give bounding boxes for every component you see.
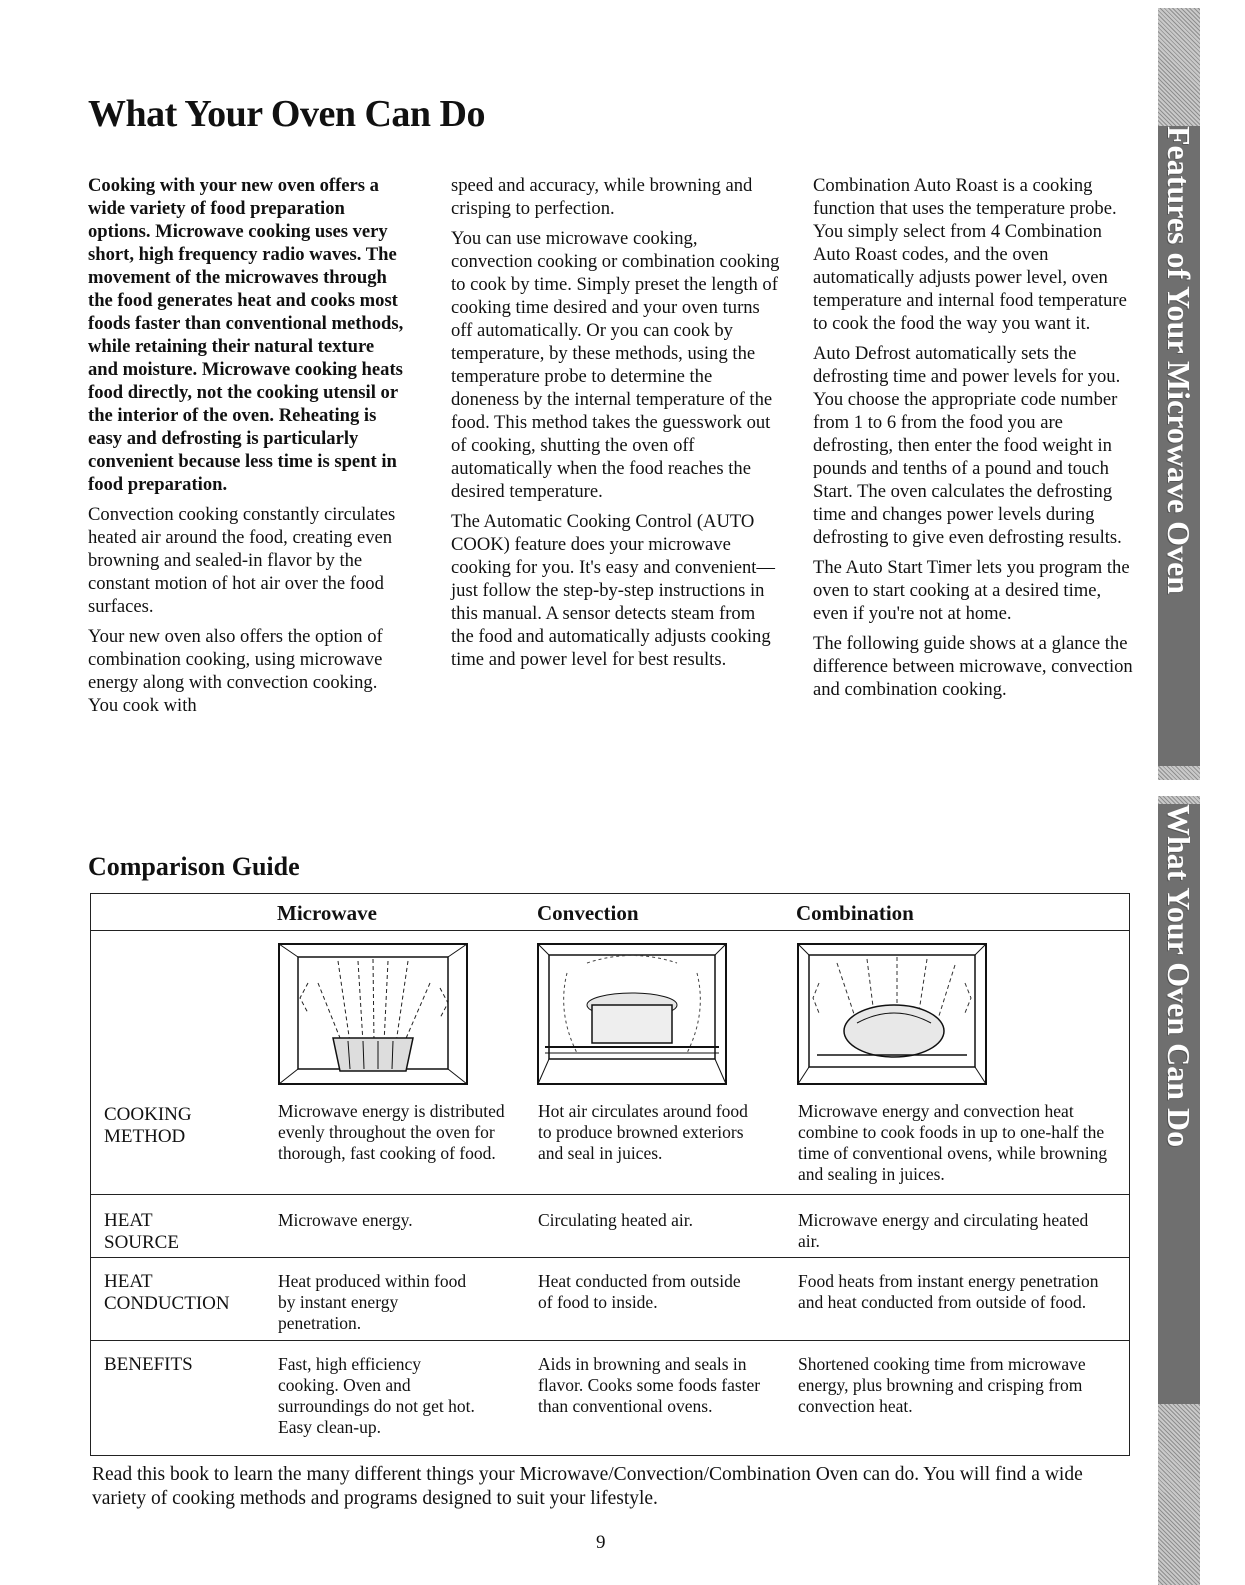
cell-microwave-cooking-method: Microwave energy is distributed evenly throughout the oven for thorough, fast cooking of food. [278,1101,505,1163]
comparison-guide-title: Comparison Guide [88,852,300,881]
cell-microwave-benefits: Fast, high efficiency cooking. Oven and surroundings do not get hot. Easy clean-up. [278,1354,475,1437]
cell-convection-heat-conduction: Heat conducted from outside of food to inside. [538,1271,741,1312]
row-label-cooking-method: COOKING METHOD [104,1104,192,1147]
cell-convection-benefits: Aids in browning and seals in flavor. Cooks some foods faster than conventional ovens. [538,1354,761,1416]
sidebar-divider [1158,780,1200,796]
table-divider [91,930,1129,931]
cell-combination-heat-source: Microwave energy and circulating heated air. [798,1210,1089,1251]
intro-column-2 [451,174,781,678]
table-divider [91,1257,1129,1258]
cell-combination-benefits: Shortened cooking time from microwave energy, plus browning and crisping from convection heat. [798,1354,1086,1416]
intro-column-3 [813,174,1138,708]
cell-microwave-heat-conduction: Heat produced within food by instant energy penetration. [278,1271,467,1333]
comparison-guide-table [90,893,1130,1456]
combination-oven-illustration [797,943,987,1085]
column-header-combination: Combination [796,901,914,925]
table-divider [91,1340,1129,1341]
convection-oven-illustration [537,943,727,1085]
intro-paragraph: You can use microwave cooking, convection cooking or combination cooking to cook by time. Simply preset the length of cooking time desired and your oven turns off automatically. Or you can cook by temperature, by these methods, using the temperature probe to determine the doneness by the internal temperature of the food. This method takes the guesswork out of cooking, shutting the oven off automatically when the food reaches the desired temperature. [451,228,780,502]
page-number: 9 [596,1532,606,1553]
cell-convection-cooking-method: Hot air circulates around food to produce browned exteriors and seal in juices. [538,1101,748,1163]
column-header-microwave: Microwave [277,901,377,925]
intro-paragraph: The following guide shows at a glance the difference between microwave, convection and combination cooking. [813,633,1133,700]
intro-paragraph: Cooking with your new oven offers a wide variety of food preparation options. Microwave cooking uses very short, high frequency radio waves. The movement of the microwaves through the food generates heat and cooks most foods faster than conventional methods, while retaining their natural texture and moisture. Microwave cooking heats food directly, not the cooking utensil or the interior of the oven. Reheating is easy and defrosting is particularly convenient because less time is spent in food preparation. [88,175,404,495]
microwave-oven-illustration [278,943,468,1085]
intro-paragraph: Auto Defrost automatically sets the defrosting time and power levels for you. You choose the appropriate code number from 1 to 6 from the food you are defrosting, then enter the food weight in pounds and tenths of a pound and touch Start. The oven calculates the defrosting time and changes power levels during defrosting to give even defrosting results. [813,343,1122,548]
row-label-heat-source: HEAT SOURCE [104,1210,179,1253]
column-header-convection: Convection [537,901,639,925]
sidebar-tab-what-your-oven-can-do: What Your Oven Can Do [1158,804,1200,1404]
row-label-heat-conduction: HEAT CONDUCTION [104,1271,230,1314]
cell-microwave-heat-source: Microwave energy. [278,1210,413,1230]
table-divider [91,1194,1129,1195]
cell-convection-heat-source: Circulating heated air. [538,1210,694,1230]
intro-column-1 [88,174,408,724]
intro-paragraph: The Auto Start Timer lets you program the oven to start cooking at a desired time, even if you're not at home. [813,557,1130,624]
intro-paragraph: Convection cooking constantly circulates heated air around the food, creating even browning and sealed-in flavor by the constant motion of hot air over the food surfaces. [88,504,396,617]
intro-paragraph: Combination Auto Roast is a cooking function that uses the temperature probe. You simply select from 4 Combination Auto Roast codes, and the oven automatically adjusts power level, oven temperature and internal food temperature to cook the food the way you want it. [813,175,1127,334]
intro-paragraph: speed and accuracy, while browning and crisping to perfection. [451,175,753,219]
cell-combination-cooking-method: Microwave energy and convection heat combine to cook foods in up to one-half the time of conventional ovens, while browning and sealing in juices. [798,1101,1108,1184]
footer-note: Read this book to learn the many different things your Microwave/Convection/Combination Oven can do. You will find a wide variety of cooking methods and programs designed to suit your lifestyle. [92,1464,1083,1509]
intro-paragraph: Your new oven also offers the option of combination cooking, using microwave energy along with convection cooking. You cook with [88,626,383,716]
section-sidebar [1158,8,1200,1585]
sidebar-tab-features: Features of Your Microwave Oven [1158,126,1200,766]
intro-paragraph: The Automatic Cooking Control (AUTO COOK) feature does your microwave cooking for you. It's easy and convenient—just follow the step-by-step instructions in this manual. A sensor detects steam from the food and automatically adjusts cooking time and power level for best results. [451,511,776,670]
row-label-benefits: BENEFITS [104,1354,193,1375]
cell-combination-heat-conduction: Food heats from instant energy penetration and heat conducted from outside of food. [798,1271,1099,1312]
page-title: What Your Oven Can Do [88,93,485,135]
